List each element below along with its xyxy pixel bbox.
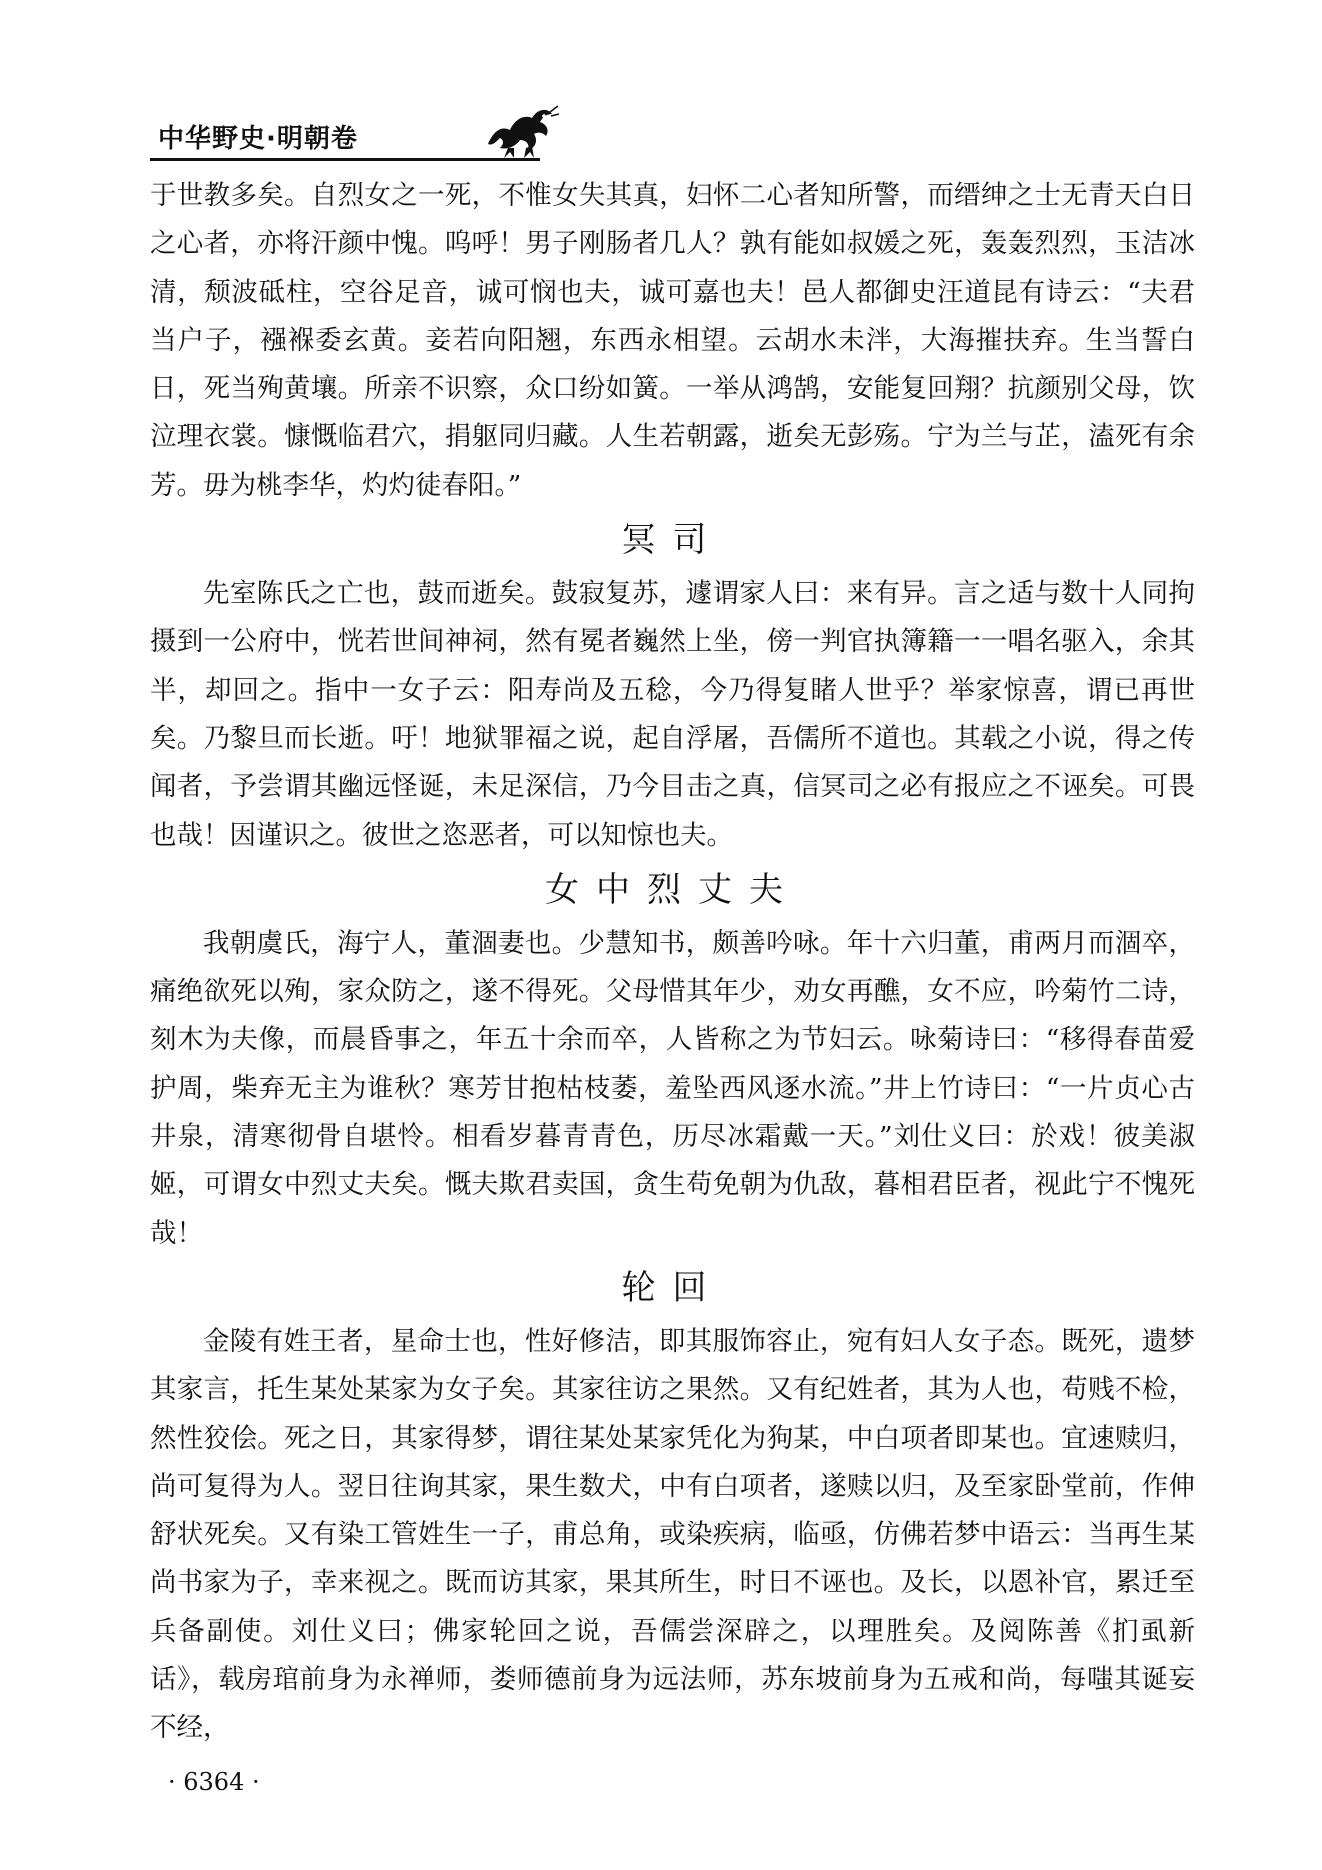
book-title: 中华野史·明朝卷: [158, 124, 358, 154]
paragraph: 先室陈氏之亡也，鼓而逝矣。鼓寂复苏，遽谓家人曰：来有异。言之适与数十人同拘摄到一公府中，恍若世间神祠，然有冕者巍然上坐，傍一判官执簿籍一一唱名驱入，余其半，却回之。指中一女子云：阳寿尚及五稔，今乃得复睹人世乎？举家惊喜，谓已再世矣。乃黎旦而长逝。吁！地狱罪福之说，起自浮屠，吾儒所不道也。其载之小说，得之传闻者，予尝谓其幽远怪诞，未足深信，乃今目击之真，信冥司之必有报应之不诬矣。可畏也哉！因谨识之。彼世之恣恶者，可以知惊也夫。: [150, 578, 1195, 851]
paragraph: 金陵有姓王者，星命士也，性好修洁，即其服饰容止，宛有妇人女子态。既死，遗梦其家言，托生某处某家为女子矣。其家往访之果然。又有纪姓者，其为人也，苟贱不检，然性狡侩。死之日，其家得梦，谓往某处某家凭化为狗某，中白项者即某也。宜速赎归，尚可复得为人。翌日往询其家，果生数犬，中有白项者，遂赎以归，及至家卧堂前，作伸舒状死矣。又有染工管姓生一子，甫总角，或染疾病，临亟，仿佛若梦中语云：当再生某尚书家为子，幸来视之。既而访其家，果其所生，时日不诬也。及长，以恩补官，累迁至兵备副使。刘仕义曰；佛家轮回之说，吾儒尝深辟之，以理胜矣。及阅陈善《扪虱新话》，载房琯前身为永禅师，娄师德前身为远法师，苏东坡前身为五戒和尚，每嗤其诞妄不经，: [150, 1325, 1195, 1744]
dragon-emblem-icon: [480, 100, 560, 160]
page-number: · 6364 ·: [168, 1768, 260, 1796]
page-body: [150, 172, 1195, 1753]
paragraph-continued: 于世教多矣。自烈女之一死，不惟女失其真，妇怀二心者知所警，而缙绅之士无青天白日之心者，亦将汗颜中愧。呜呼！男子刚肠者几人？孰有能如叔媛之死，轰轰烈烈，玉洁冰清，颓波砥柱，空谷足音，诚可悯也夫，诚可嘉也夫！邑人都御史汪道昆有诗云：“夫君当户子，襁褓委玄黄。妾若向阳翘，东西永相望。云胡水未泮，大海摧扶弃。生当誓白日，死当殉黄壤。所亲不识察，众口纷如簧。一举从鸿鹄，安能复回翔？抗颜别父母，饮泣理衣裳。慷慨临君穴，捐躯同归藏。人生若朝露，逝矣无彭殇。宁为兰与芷，溘死有余芳。毋为桃李华，灼灼徒春阳。”: [150, 180, 1195, 501]
section-heading-lunhui: 轮回: [621, 1267, 724, 1308]
section-heading-nvzhong: 女中烈丈夫: [545, 869, 800, 910]
section-heading-mingsi: 冥司: [621, 520, 724, 561]
running-header: [150, 100, 1180, 158]
header-rule: [150, 158, 540, 161]
paragraph: 我朝虞氏，海宁人，董涸妻也。少慧知书，颇善吟咏。年十六归董，甫两月而涸卒，痛绝欲死以殉，家众防之，遂不得死。父母惜其年少，劝女再醮，女不应，吟菊竹二诗，刻木为夫像，而晨昏事之，年五十余而卒，人皆称之为节妇云。咏菊诗曰：“移得春苗爱护周，柴弃无主为谁秋？寒芳甘抱枯枝萎，羞坠西风逐水流。”井上竹诗曰：“一片贞心古井泉，清寒彻骨自堪怜。相看岁暮青青色，历尽冰霜戴一天。”刘仕义曰：於戏！彼美淑姬，可谓女中烈丈夫矣。慨夫欺君卖国，贪生苟免朝为仇敌，暮相君臣者，视此宁不愧死哉！: [150, 927, 1195, 1249]
